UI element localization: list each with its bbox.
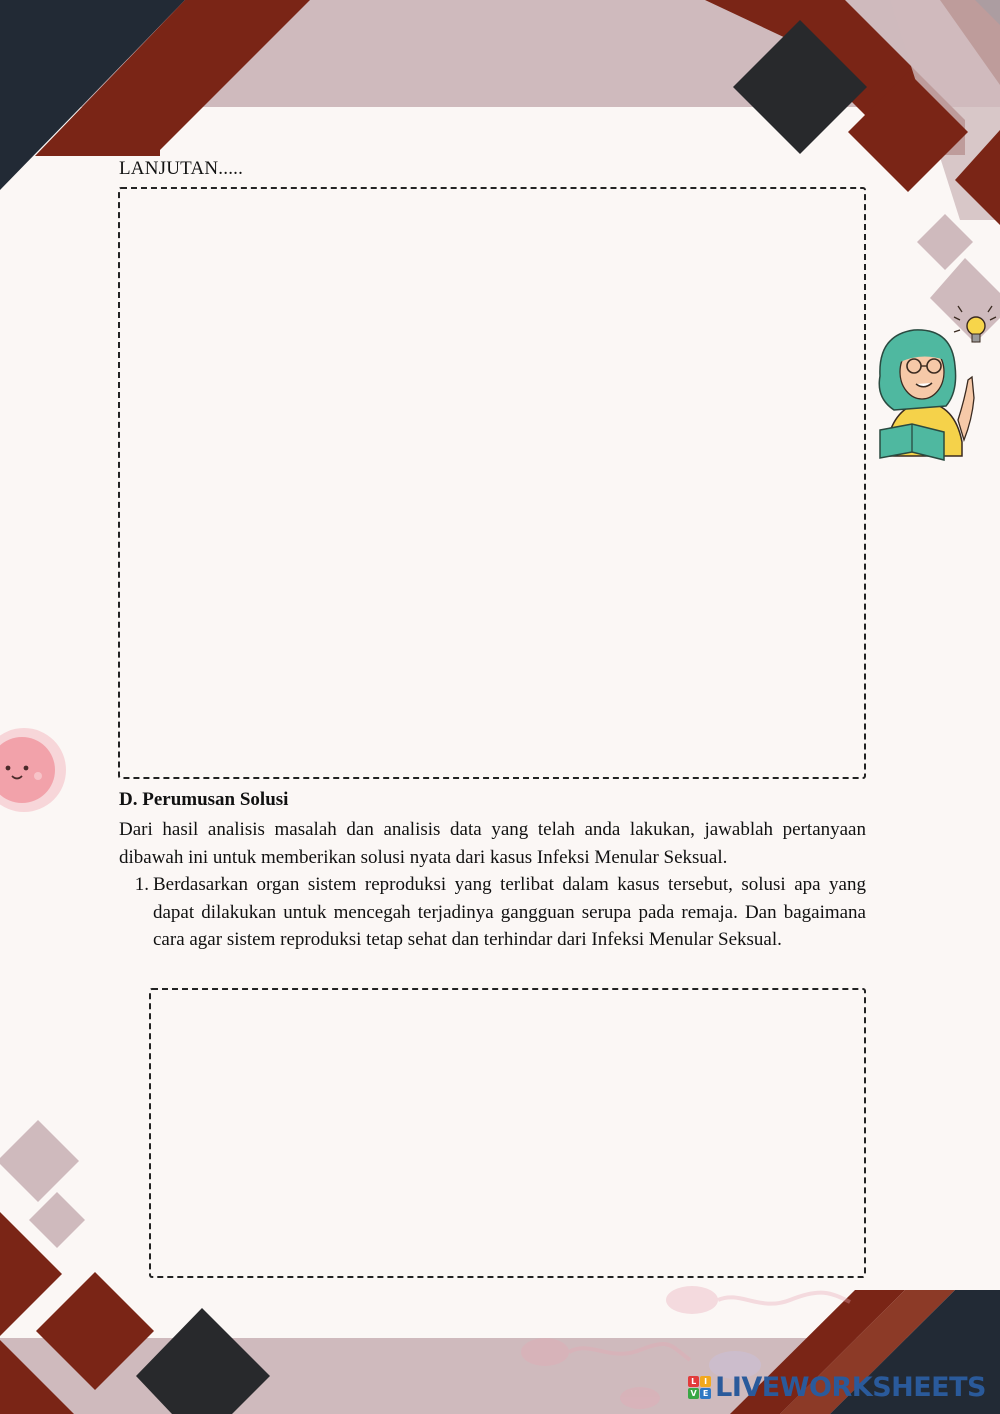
liveworksheets-badge-icon (688, 1376, 711, 1399)
answer-box-question-1[interactable] (149, 988, 866, 1278)
question-list (119, 871, 866, 954)
continuation-label: LANJUTAN..... (119, 158, 244, 179)
badge-letter-i: I (700, 1376, 711, 1387)
answer-box-previous-question[interactable] (118, 187, 866, 779)
badge-letter-l: L (688, 1376, 699, 1387)
question-number: 1. (134, 874, 149, 895)
liveworksheets-logo[interactable] (688, 1372, 986, 1403)
liveworksheets-wordmark: LIVEWORKSHEETS (715, 1372, 986, 1403)
badge-letter-v: V (688, 1388, 699, 1399)
section-title: D. Perumusan Solusi (119, 789, 289, 810)
badge-letter-e: E (700, 1388, 711, 1399)
section-intro: Dari hasil analisis masalah dan analisis data yang telah anda lakukan, jawablah pertanyaan dibawah ini untuk memberikan solusi nyata dari kasus Infeksi Menular Seksual. (119, 819, 866, 868)
question-text: Berdasarkan organ sistem reproduksi yang terlibat dalam kasus tersebut, solusi apa yang dapat dilakukan untuk mencegah terjadinya gangguan serupa pada remaja. Dan bagaimana cara agar sistem reproduksi tetap sehat dan terhindar dari Infeksi Menular Seksual. (153, 874, 866, 950)
list-item (119, 871, 866, 954)
